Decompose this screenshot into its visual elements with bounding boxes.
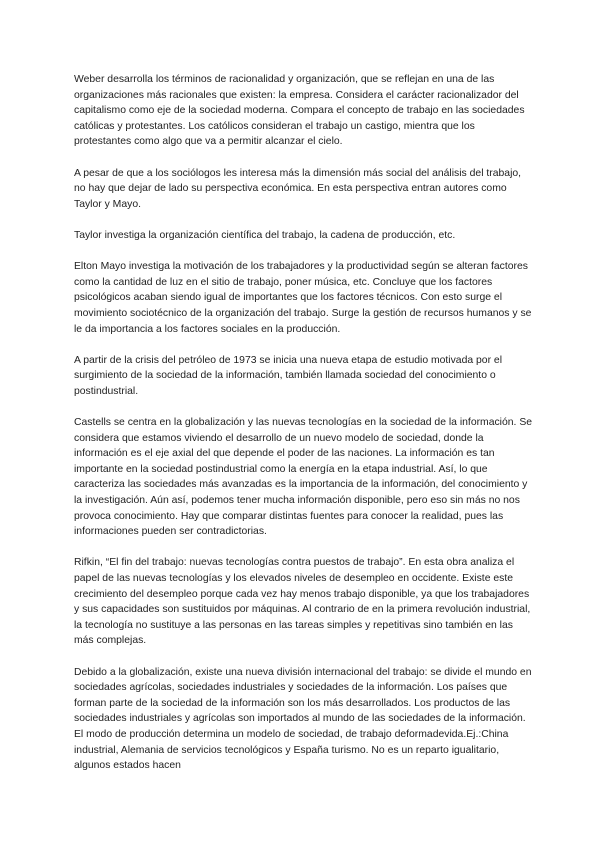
paragraph-weber: Weber desarrolla los términos de racionalidad y organización, que se reflejan en una de las organizaciones más racionales que existen: la empresa. Considera el carácter racionalizador del capitalismo como eje de la sociedad moderna. Compara el concepto de trabajo en las sociedades católicas y protestantes. Los católicos consideran el trabajo un castigo, mientra que los protestantes como algo que va a permitir alcanzar el cielo. xyxy=(74,74,525,148)
document-body xyxy=(74,72,534,789)
paragraph-oil-crisis: A partir de la crisis del petróleo de 1973 se inicia una nueva etapa de estudio motivada por el surgimiento de la sociedad de la información, también llamada sociedad del conocimiento o postindustrial. xyxy=(74,354,503,397)
paragraph-castells: Castells se centra en la globalización y las nuevas tecnologías en la sociedad de la información. Se considera que estamos viviendo el desarrollo de un nuevo modelo de sociedad, donde la información es el eje axial del que depende el poder de las naciones. La información es tan importante en la sociedad postindustrial como la energía en la etapa industrial. Así, lo que caracteriza las sociedades más avanzadas es la importancia de la información, del conocimiento y la investigación. Aún así, podemos tener mucha información disponible, pero eso sin más no nos provoca conocimiento. Hay que comparar distintas fuentes para conocer la realidad, pues las informaciones pueden ser contradictorias. xyxy=(74,417,533,538)
paragraph-rifkin: Rifkin, “El fin del trabajo: nuevas tecnologías contra puestos de trabajo”. En esta obra analiza el papel de las nuevas tecnologías y los elevados niveles de desempleo en occidente. Existe este crecimiento del desempleo porque cada vez hay menos trabajo disponible, ya que los trabajadores y sus capacidades son sustituidos por máquinas. Al contrario de en la primera revolución industrial, la tecnología no sustituye a las personas en las tareas simples y repetitivas sino también en las más complejas. xyxy=(74,557,531,647)
paragraph-taylor: Taylor investiga la organización científica del trabajo, la cadena de producción, etc. xyxy=(74,229,456,241)
paragraph-economic-perspective: A pesar de que a los sociólogos les interesa más la dimensión más social del análisis del trabajo, no hay que dejar de lado su perspectiva económica. En esta perspectiva entran autores como Taylor y Mayo. xyxy=(74,167,522,210)
paragraph-globalization: Debido a la globalización, existe una nueva división internacional del trabajo: se divide el mundo en sociedades agrícolas, sociedades industriales y sociedades de la información. Los países que forman parte de la sociedad de la información son los más desarrollados. Los productos de las sociedades industriales y agrícolas son importados al mundo de las sociedades de la información. El modo de producción determina un modelo de sociedad, de trabajo deformadevida.Ej.:China industrial, Alemania de servicios tecnológicos y España turismo. No es un reparto igualitario, algunos estados hacen xyxy=(74,666,532,772)
paragraph-elton-mayo: Elton Mayo investiga la motivación de los trabajadores y la productividad según se alteran factores como la cantidad de luz en el sitio de trabajo, poner música, etc. Concluye que los factores psicológicos acaban siendo igual de importantes que los factores técnicos. Con esto surge el movimiento sociotécnico de la organización del trabajo. Surge la gestión de recursos humanos y se le da importancia a los factores sociales en la producción. xyxy=(74,261,532,335)
